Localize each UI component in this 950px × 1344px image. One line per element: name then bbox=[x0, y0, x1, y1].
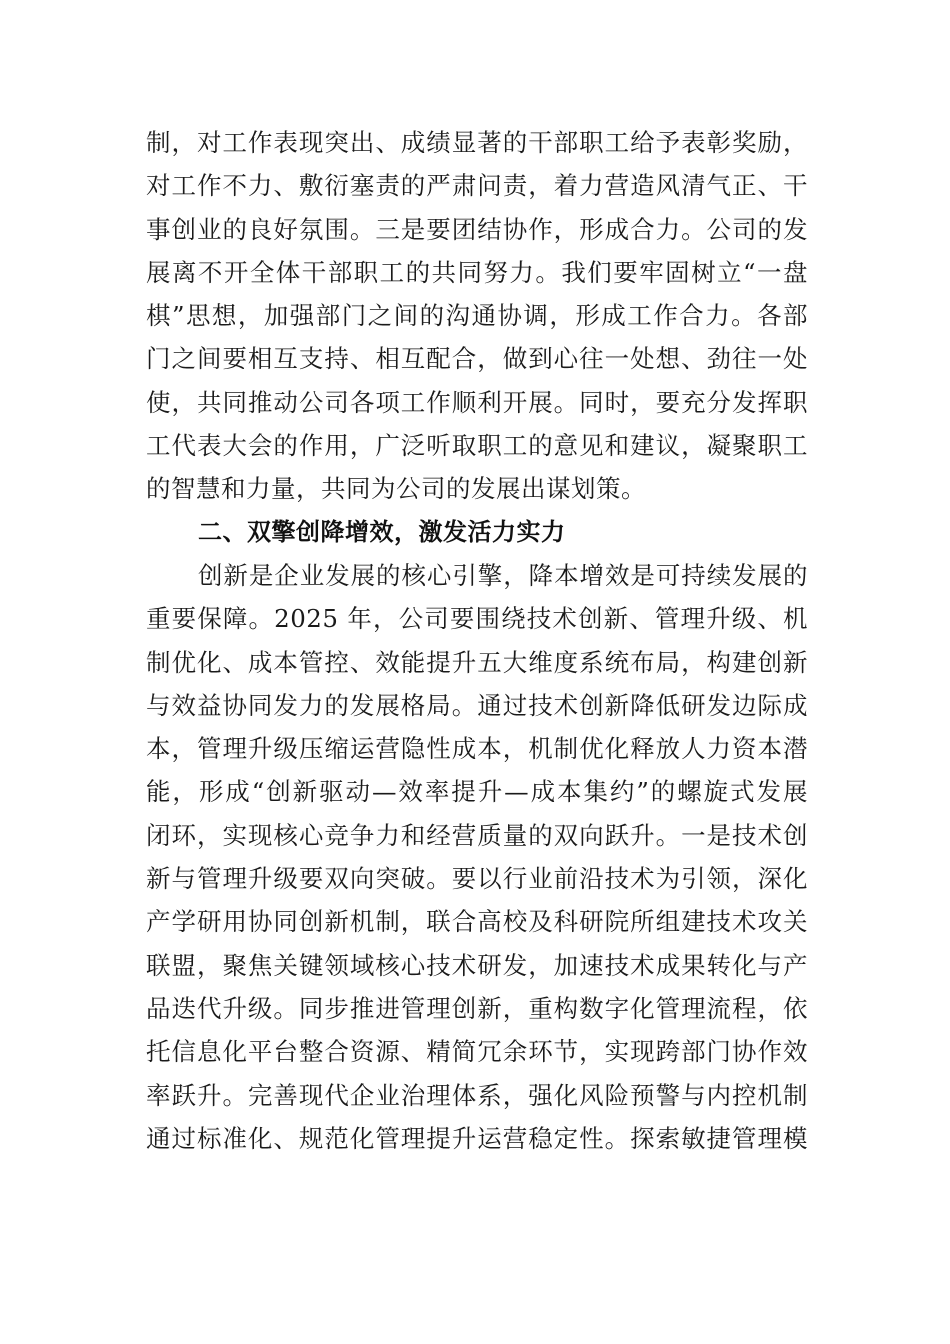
text-line: 托信息化平台整合资源、精简冗余环节，实现跨部门协作效 bbox=[146, 1037, 808, 1067]
text-line: 门之间要相互支持、相互配合，做到心往一处想、劲往一处 bbox=[146, 344, 808, 374]
paragraph-continuation bbox=[146, 121, 808, 511]
text-line: 对工作不力、敷衍塞责的严肃问责，着力营造风清气正、干 bbox=[146, 171, 808, 201]
text-line: 本，管理升级压缩运营隐性成本，机制优化释放人力资本潜 bbox=[146, 734, 808, 764]
text-line: 联盟，聚焦关键领域核心技术研发，加速技术成果转化与产 bbox=[146, 950, 808, 980]
text-line: 与效益协同发力的发展格局。通过技术创新降低研发边际成 bbox=[146, 690, 808, 720]
document-body bbox=[146, 121, 808, 1160]
text-line: 棋”思想，加强部门之间的沟通协调，形成工作合力。各部 bbox=[146, 301, 808, 331]
text-line: 率跃升。完善现代企业治理体系，强化风险预警与内控机制 bbox=[146, 1080, 808, 1110]
text-line: 闭环，实现核心竞争力和经营质量的双向跃升。一是技术创 bbox=[146, 820, 808, 850]
text-line: 工代表大会的作用，广泛听取职工的意见和建议，凝聚职工 bbox=[146, 431, 808, 461]
text-line: 产学研用协同创新机制，联合高校及科研院所组建技术攻关 bbox=[146, 907, 808, 937]
text-line: 通过标准化、规范化管理提升运营稳定性。探索敏捷管理模 bbox=[146, 1123, 808, 1153]
text-line: 制优化、成本管控、效能提升五大维度系统布局，构建创新 bbox=[146, 647, 808, 677]
text-line: 事创业的良好氛围。三是要团结协作，形成合力。公司的发 bbox=[146, 214, 808, 244]
section-heading: 二、双擎创降增效，激发活力实力 bbox=[198, 517, 566, 546]
text-line: 展离不开全体干部职工的共同努力。我们要牢固树立“一盘 bbox=[146, 257, 808, 287]
text-line: 制，对工作表现突出、成绩显著的干部职工给予表彰奖励， bbox=[146, 128, 808, 157]
text-line: 使，共同推动公司各项工作顺利开展。同时，要充分发挥职 bbox=[146, 387, 808, 417]
text-line: 能，形成“创新驱动—效率提升—成本集约”的螺旋式发展 bbox=[146, 777, 808, 807]
paragraph-section-two bbox=[146, 554, 808, 1160]
text-line: 的智慧和力量，共同为公司的发展出谋划策。 bbox=[146, 474, 646, 504]
text-line: 品迭代升级。同步推进管理创新，重构数字化管理流程，依 bbox=[146, 993, 808, 1023]
text-line: 新与管理升级要双向突破。要以行业前沿技术为引领，深化 bbox=[146, 864, 808, 894]
text-line: 创新是企业发展的核心引擎，降本增效是可持续发展的 bbox=[198, 560, 808, 590]
text-line: 重要保障。2025 年，公司要围绕技术创新、管理升级、机 bbox=[146, 604, 808, 634]
